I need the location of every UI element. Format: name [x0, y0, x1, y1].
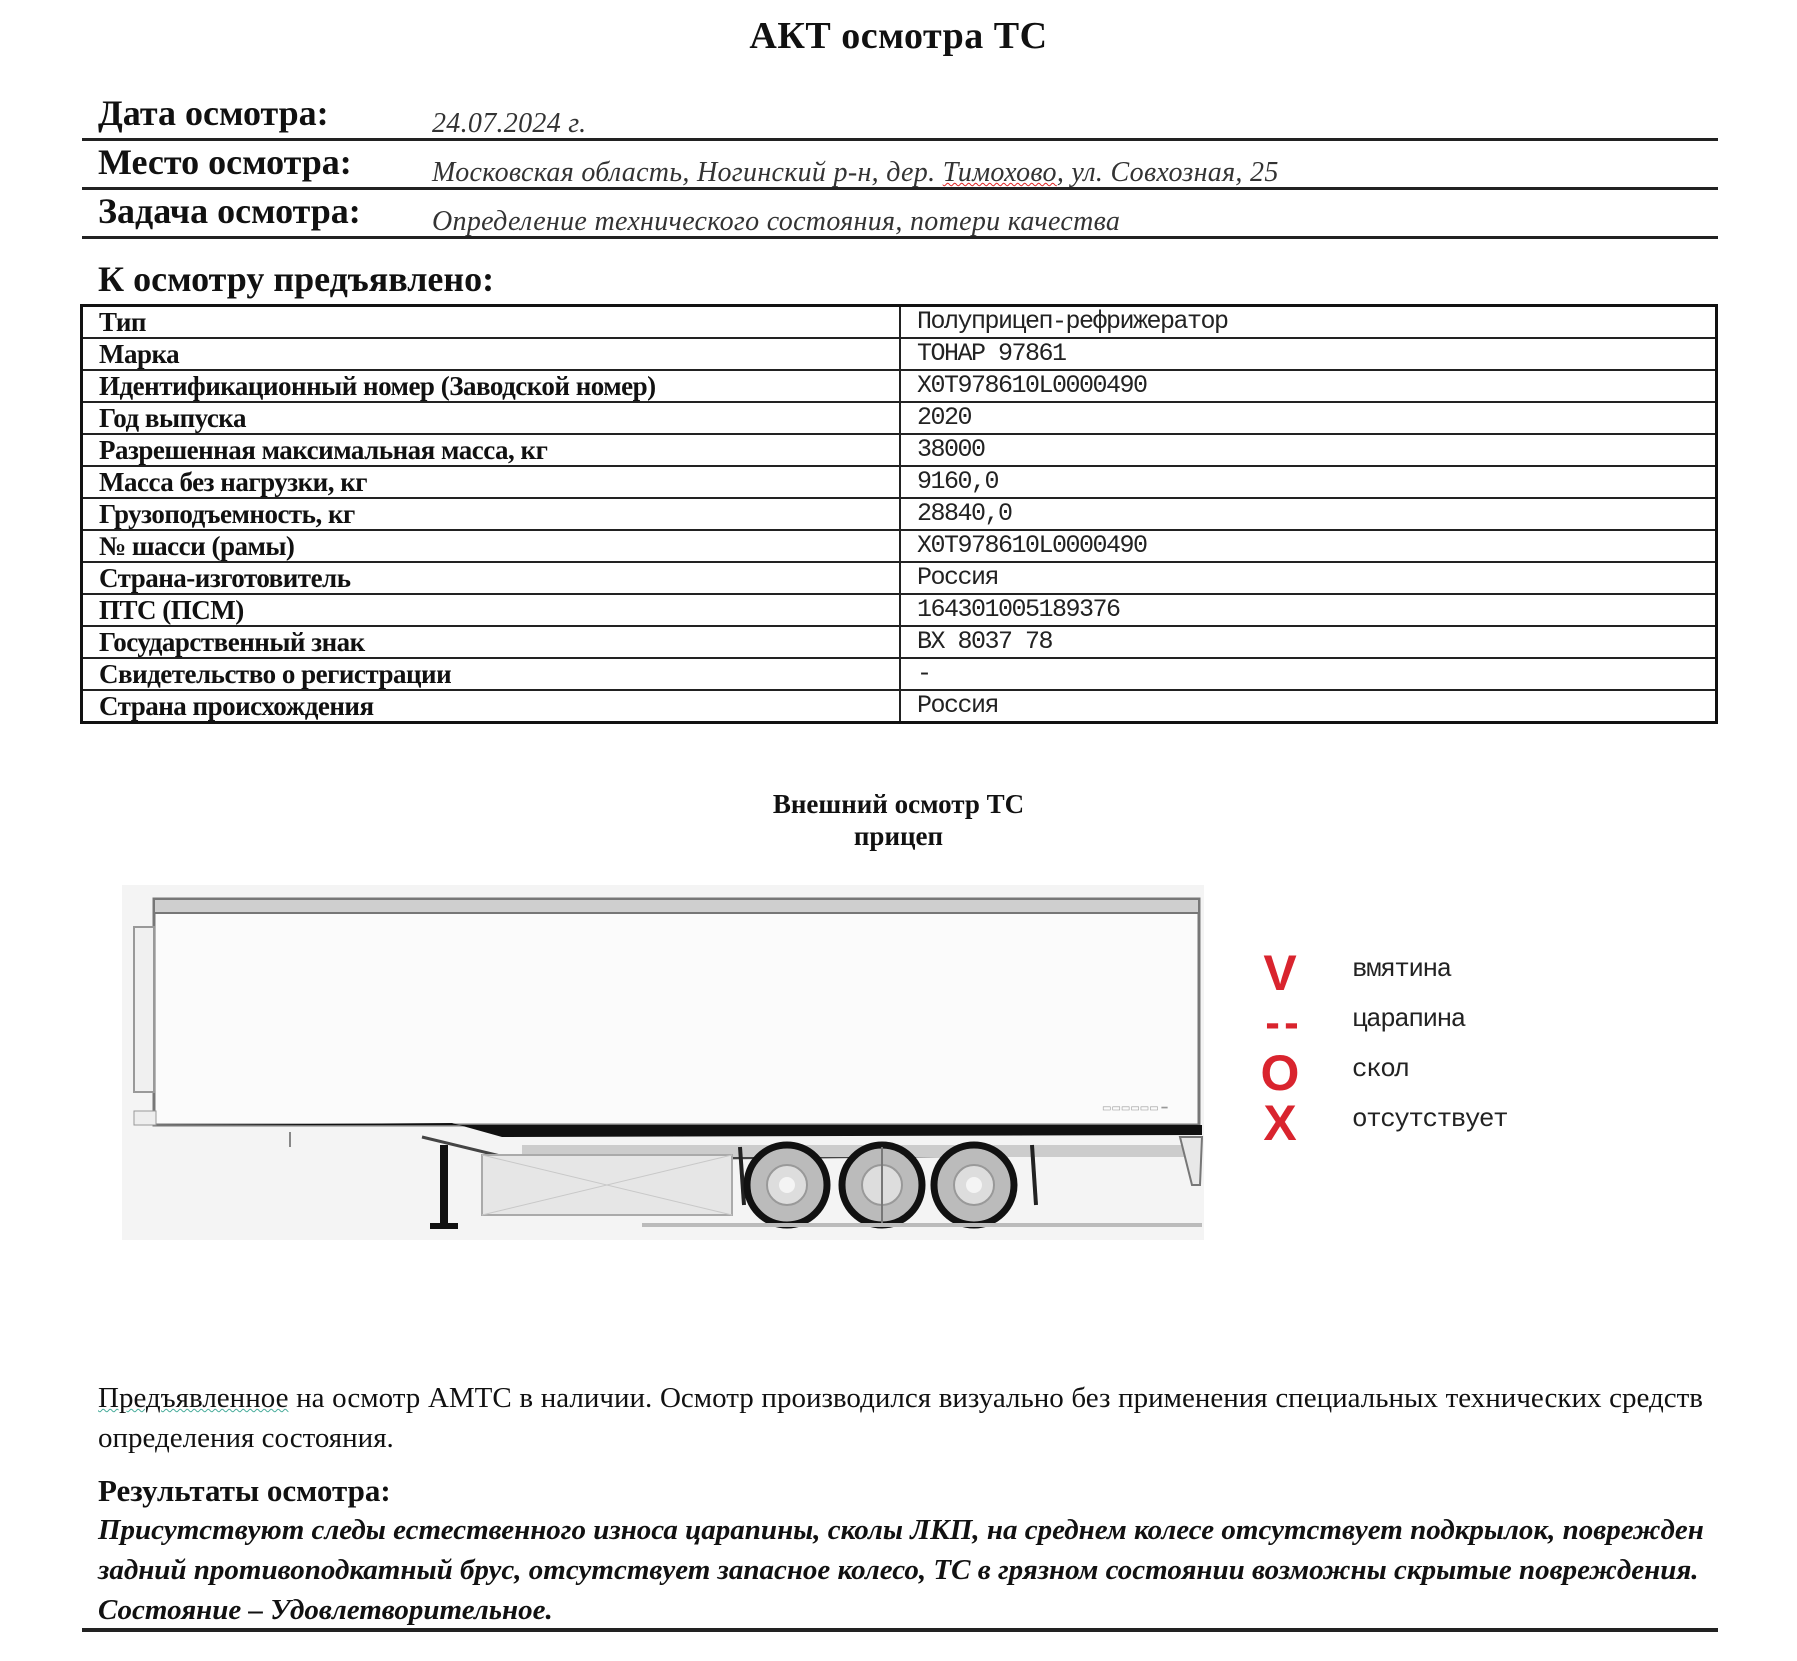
spec-value: X0T978610L0000490: [900, 530, 1717, 562]
wheel-1: [747, 1145, 827, 1225]
spec-value: 38000: [900, 434, 1717, 466]
spec-value: 2020: [900, 402, 1717, 434]
table-row: [82, 498, 1717, 530]
legend-label-dent: вмятина: [1352, 954, 1451, 984]
document-title: АКТ осмотра ТС: [749, 15, 1048, 57]
spec-value: Полуприцеп-рефрижератор: [900, 306, 1717, 339]
spec-value: ВХ 8037 78: [900, 626, 1717, 658]
info-row-task: [82, 190, 1718, 239]
spec-label: Грузоподъемность, кг: [82, 498, 901, 530]
spec-label: Страна-изготовитель: [82, 562, 901, 594]
table-row: [82, 466, 1717, 498]
body-brand-mark: ▭▭▭▭▭▭ ━: [1102, 1103, 1168, 1114]
spec-label: Тип: [82, 306, 901, 339]
spec-value: ТОНАР 97861: [900, 338, 1717, 370]
legend-label-chip: скол: [1352, 1054, 1409, 1084]
table-row: [82, 658, 1717, 690]
spec-value: 28840,0: [900, 498, 1717, 530]
vehicle-spec-table: [80, 304, 1718, 724]
spec-label: Марка: [82, 338, 901, 370]
spec-label: Свидетельство о регистрации: [82, 658, 901, 690]
table-row: [82, 306, 1717, 339]
table-row: [82, 626, 1717, 658]
spec-value: X0T978610L0000490: [900, 370, 1717, 402]
info-block: [82, 92, 1718, 239]
date-label: Дата осмотра:: [98, 93, 329, 133]
dent-mark-icon: V: [1263, 945, 1297, 1001]
paragraph-first-word: Предъявленное: [98, 1382, 289, 1414]
spec-label: Год выпуска: [82, 402, 901, 434]
place-value-suffix: , ул. Совхозная, 25: [1056, 157, 1279, 188]
wheel-3: [934, 1145, 1014, 1225]
exterior-title-line2: прицеп: [853, 821, 944, 851]
task-value: Определение технического состояния, потери качества: [432, 206, 1121, 237]
chip-mark-icon: O: [1260, 1045, 1300, 1101]
table-row: [82, 370, 1717, 402]
spec-label: Страна происхождения: [82, 690, 901, 723]
spec-label: № шасси (рамы): [82, 530, 901, 562]
table-row: [82, 402, 1717, 434]
table-row: [82, 434, 1717, 466]
spec-value: -: [900, 658, 1717, 690]
table-row: [82, 530, 1717, 562]
spec-value: 9160,0: [900, 466, 1717, 498]
spec-label: Государственный знак: [82, 626, 901, 658]
spec-label: Масса без нагрузки, кг: [82, 466, 901, 498]
task-label: Задача осмотра:: [98, 191, 361, 231]
date-value: 24.07.2024 г.: [432, 108, 587, 139]
spec-value: Россия: [900, 690, 1717, 723]
paragraph-rest: на осмотр АМТС в наличии. Осмотр производился визуально без применения специальных технических средств определения состояния.: [98, 1382, 1703, 1454]
exterior-title-line1: Внешний осмотр ТС: [772, 789, 1025, 819]
landing-gear-leg: [440, 1145, 448, 1225]
exterior-inspection-title: [0, 788, 1797, 852]
trailer-body: [154, 899, 1199, 1125]
place-label: Место осмотра:: [98, 142, 352, 182]
spec-value: Россия: [900, 562, 1717, 594]
table-row: [82, 690, 1717, 723]
table-row: [82, 338, 1717, 370]
place-value-village: Тимохово: [942, 157, 1057, 188]
table-row: [82, 594, 1717, 626]
wheel-2: [842, 1145, 922, 1225]
legend-label-scratch: царапина: [1352, 1004, 1465, 1034]
place-value: [432, 157, 1279, 189]
table-row: [82, 562, 1717, 594]
inspection-note-paragraph: [98, 1378, 1703, 1458]
spec-value: 164301005189376: [900, 594, 1717, 626]
missing-mark-icon: X: [1263, 1095, 1297, 1151]
legend-label-missing: отсутствует: [1352, 1104, 1508, 1134]
info-row-place: [82, 141, 1718, 190]
place-value-prefix: Московская область, Ногинский р-н, дер.: [432, 157, 943, 188]
spec-label: Разрешенная максимальная масса, кг: [82, 434, 901, 466]
trailer-roof-rail: [154, 899, 1199, 913]
front-bracket: [134, 1111, 156, 1125]
spec-label: ПТС (ПСМ): [82, 594, 901, 626]
spec-label: Идентификационный номер (Заводской номер): [82, 370, 901, 402]
results-text: Присутствуют следы естественного износа царапины, сколы ЛКП, на среднем колесе отсутствует подкрылок, поврежден задний противоподкатный брус, отсутствует запасное колесо, ТС в грязном состоянии возможны скрытые повреждения. Состояние – Удовлетворительное.: [98, 1514, 1704, 1626]
semitrailer-diagram-icon: [122, 885, 1204, 1240]
bottom-divider: [82, 1628, 1718, 1632]
reefer-unit: [134, 927, 154, 1092]
presented-heading: К осмотру предъявлено:: [98, 259, 495, 299]
results-heading: Результаты осмотра:: [98, 1473, 391, 1508]
landing-gear-foot: [430, 1223, 458, 1229]
info-row-date: [82, 92, 1718, 141]
scratch-mark-icon: - -: [1265, 998, 1295, 1047]
